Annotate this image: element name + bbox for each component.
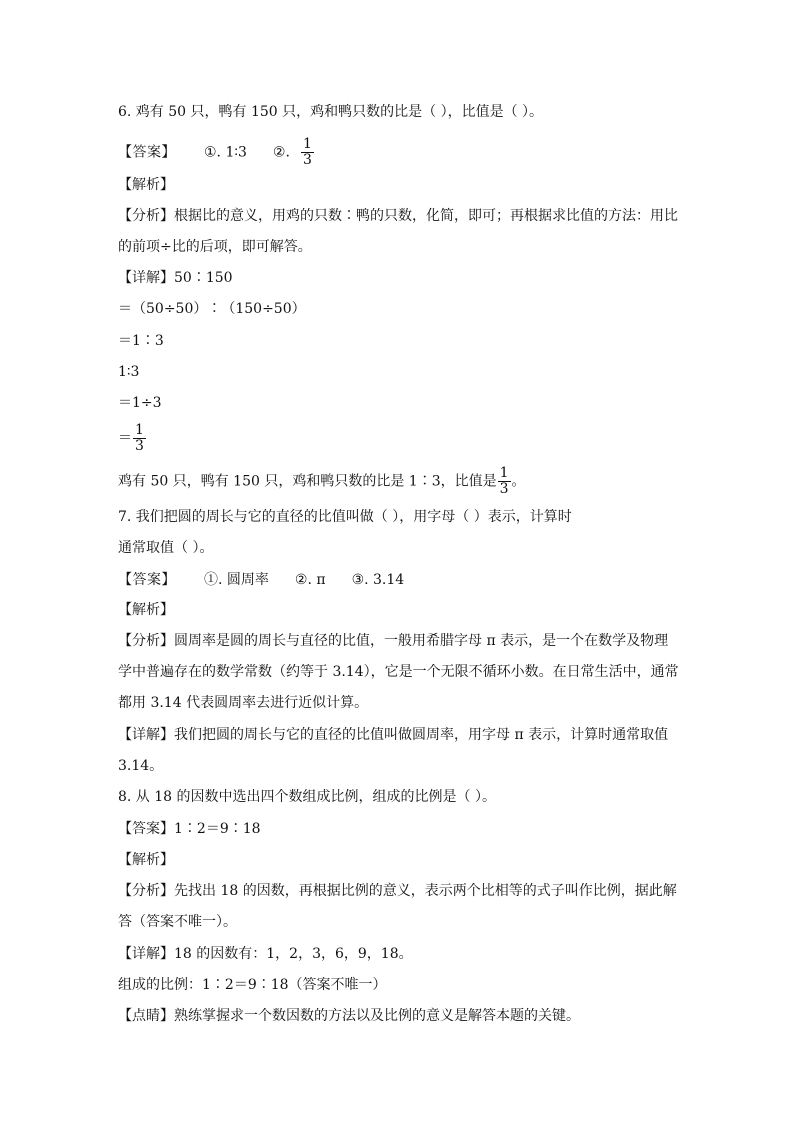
- q6-detail-6-numerator: 1: [135, 422, 144, 438]
- q7-answer-1: ①. 圆周率: [204, 572, 269, 588]
- q6-conclusion-numerator: 1: [499, 465, 509, 481]
- q6-conclusion-text: 鸡有 50 只，鸭有 150 只，鸡和鸭只数的比是 1∶3，比值是: [118, 473, 497, 490]
- q7-fenxi-line-1: 【分析】圆周率是圆的周长与直径的比值，一般用希腊字母 π 表示，是一个在数学及物理: [118, 633, 669, 649]
- q6-answer-tag: 【答案】: [118, 144, 176, 161]
- q7-fenxi-line-2: 学中普遍存在的数学常数（约等于 3.14），它是一个无限不循环小数。在日常生活中，通常: [118, 664, 679, 680]
- q6-conclusion-denominator: 3: [499, 481, 509, 497]
- q8-detail-line-1: 【详解】18 的因数有：1，2，3，6，9，18。: [118, 946, 413, 962]
- q8-fenxi-line-1: 【分析】先找出 18 的因数，再根据比例的意义，表示两个比相等的式子叫作比例，据此解: [118, 883, 677, 899]
- q7-answer-2: ②. π: [294, 572, 326, 588]
- q7-analysis-tag: 【解析】: [118, 602, 174, 618]
- q6-conclusion-fraction: [498, 466, 511, 497]
- q6-detail-line-4: 1∶3: [118, 364, 140, 380]
- q6-detail-line-1: 【详解】50∶150: [118, 270, 233, 286]
- q6-answer-1: ①. 1∶3: [204, 144, 247, 161]
- q6-fenxi-line-2: 的前项÷比的后项，即可解答。: [118, 239, 312, 255]
- q6-analysis-tag: 【解析】: [118, 177, 174, 193]
- q6-conclusion-end: 。: [511, 473, 526, 490]
- q6-detail-6-fraction: [133, 423, 146, 454]
- q6-detail-line-2: ＝（50÷50）∶（150÷50）: [118, 301, 306, 317]
- q6-answer-line: [118, 137, 315, 168]
- q8-detail-line-2: 组成的比例：1∶2＝9∶18（答案不唯一）: [118, 977, 387, 993]
- q7-detail-line-1: 【详解】我们把圆的周长与它的直径的比值叫做圆周率，用字母 π 表示，计算时通常取值: [118, 727, 669, 743]
- q6-answer-2-numerator: 1: [302, 136, 312, 152]
- q8-analysis-tag: 【解析】: [118, 852, 174, 868]
- q6-detail-6-prefix: ＝: [118, 430, 132, 447]
- q6-answer-2-denominator: 3: [302, 152, 312, 168]
- q6-detail-line-5: ＝1÷3: [118, 395, 162, 411]
- q6-fenxi-line-1: 【分析】根据比的意义，用鸡的只数∶鸭的只数，化简，即可；再根据求比值的方法：用比: [118, 208, 678, 224]
- q8-answer: 【答案】1∶2＝9∶18: [118, 821, 261, 837]
- q7-answer-line: [118, 570, 404, 590]
- q6-answer-2-fraction: [301, 137, 314, 168]
- q7-question-line-1: 7. 我们把圆的周长与它的直径的比值叫做（ ），用字母（ ）表示，计算时: [118, 509, 572, 525]
- q6-conclusion: [118, 466, 526, 497]
- q6-detail-6-denominator: 3: [135, 438, 144, 454]
- q8-dianjing: 【点睛】熟练掌握求一个数因数的方法以及比例的意义是解答本题的关键。: [118, 1008, 580, 1024]
- q7-detail-line-2: 3.14。: [118, 758, 164, 774]
- q7-question-line-2: 通常取值（ ）。: [118, 540, 214, 556]
- q6-detail-line-3: ＝1∶3: [118, 333, 164, 349]
- q7-answer-tag: 【答案】: [118, 572, 176, 588]
- q7-fenxi-line-3: 都用 3.14 代表圆周率去进行近似计算。: [118, 695, 369, 711]
- q6-question: 6. 鸡有 50 只，鸭有 150 只，鸡和鸭只数的比是（ ），比值是（ ）。: [118, 104, 544, 120]
- q7-answer-3: ③. 3.14: [351, 572, 405, 588]
- q8-question: 8. 从 18 的因数中选出四个数组成比例，组成的比例是（ ）。: [118, 789, 496, 805]
- q8-fenxi-line-2: 答（答案不唯一）。: [118, 914, 237, 930]
- q6-detail-line-6: [118, 423, 147, 454]
- q6-answer-2-prefix: ②.: [272, 144, 290, 161]
